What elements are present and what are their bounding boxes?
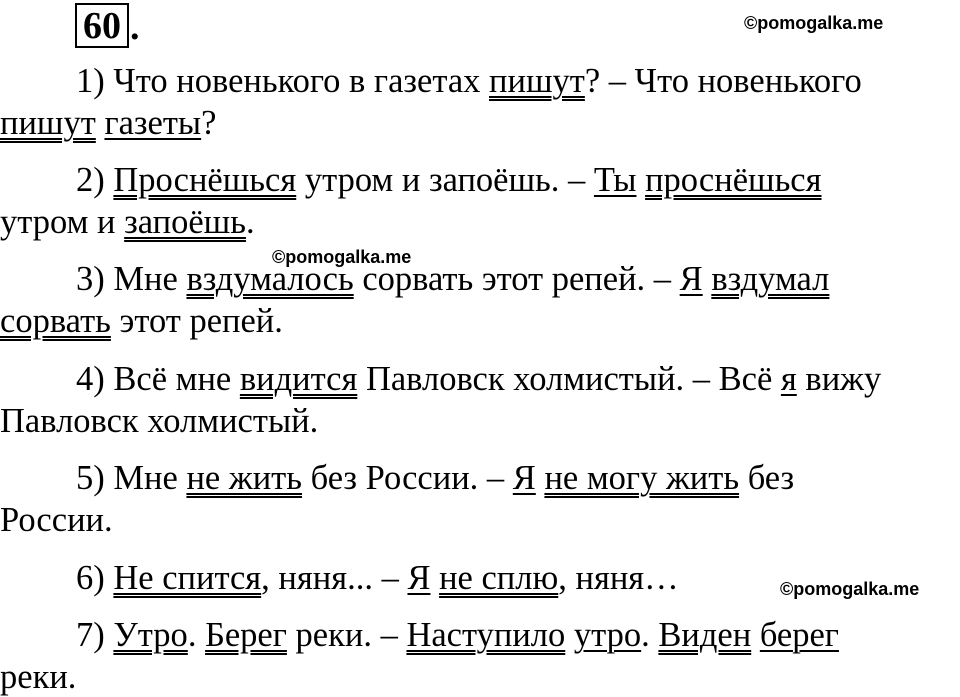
plain-text: Павловск холмистый. – Всё (357, 360, 781, 398)
plain-text (751, 616, 760, 654)
sentence-5-line-1 (76, 461, 794, 496)
plain-text: утром и запоёшь. – (296, 161, 594, 199)
plain-text: ? – Что новенького (584, 62, 862, 100)
plain-text: , няня… (558, 559, 679, 597)
watermark-bottom-right: ©pomogalka.me (780, 579, 920, 599)
plain-text: сорвать этот репей. – (353, 260, 680, 298)
sentence-7-line-1 (76, 618, 839, 653)
predicate-text: не жить (186, 459, 302, 497)
subject-text: Ты (593, 161, 637, 199)
sentence-4-line-1 (76, 362, 881, 397)
plain-text: реки. (0, 658, 77, 696)
subject-text: Я (512, 459, 536, 497)
predicate-text: пишут (0, 104, 96, 142)
sentence-2-line-2 (0, 205, 255, 240)
plain-text: России. (0, 501, 113, 539)
predicate-text: Утро (113, 616, 188, 654)
predicate-text: Не спится (113, 559, 262, 597)
plain-text: 7) (76, 616, 114, 654)
plain-text (636, 161, 645, 199)
exercise-number (75, 2, 140, 48)
sentence-2-line-1 (76, 163, 822, 198)
predicate-text: Проснёшься (113, 161, 297, 199)
predicate-text: сорвать (0, 302, 111, 340)
predicate-text: не могу жить (544, 459, 740, 497)
sentence-3-line-2 (0, 304, 283, 339)
subject-text: берег (759, 616, 839, 654)
sentence-7-line-2 (0, 660, 76, 695)
predicate-text: проснёшься (645, 161, 822, 199)
plain-text: ? (201, 104, 217, 142)
sentence-3-line-1 (76, 262, 829, 297)
sentence-4-line-2 (0, 404, 318, 439)
predicate-text: Наступило (406, 616, 566, 654)
subject-text: утро (573, 616, 642, 654)
predicate-text: не сплю (439, 559, 559, 597)
plain-text: 3) Мне (76, 260, 187, 298)
plain-text: . (641, 616, 659, 654)
plain-text: 4) Всё мне (76, 360, 240, 398)
plain-text (565, 616, 574, 654)
plain-text: вижу (796, 360, 882, 398)
predicate-text: видится (239, 360, 358, 398)
plain-text (430, 559, 439, 597)
predicate-text: пишут (489, 62, 585, 100)
plain-text: реки. – (286, 616, 407, 654)
subject-text: Я (407, 559, 431, 597)
sentence-6-line-1 (76, 561, 679, 596)
exercise-number-dot: . (130, 6, 140, 48)
plain-text: без России. – (301, 459, 513, 497)
subject-text: я (780, 360, 797, 398)
watermark-middle: ©pomogalka.me (272, 247, 412, 267)
sentence-5-line-2 (0, 503, 113, 538)
plain-text: утром и (0, 203, 125, 241)
plain-text: , няня... – (261, 559, 408, 597)
predicate-text: запоёшь (124, 203, 246, 241)
watermark-top-right: ©pomogalka.me (744, 13, 884, 33)
subject-text: газеты (104, 104, 202, 142)
plain-text: 6) (76, 559, 114, 597)
plain-text: 2) (76, 161, 114, 199)
predicate-text: вздумалось (186, 260, 354, 298)
predicate-text: вздумал (711, 260, 830, 298)
plain-text: без (739, 459, 795, 497)
plain-text: этот репей. (110, 302, 283, 340)
plain-text: . (245, 203, 255, 241)
predicate-text: Берег (205, 616, 287, 654)
plain-text: 1) Что новенького в газетах (76, 62, 490, 100)
plain-text: . (187, 616, 206, 654)
subject-text: Я (679, 260, 703, 298)
predicate-text: Виден (658, 616, 752, 654)
sentence-1-line-2 (0, 106, 216, 141)
plain-text: 5) Мне (76, 459, 187, 497)
plain-text: Павловск холмистый. (0, 402, 319, 440)
sentence-1-line-1 (76, 64, 862, 99)
exercise-number-box: 60 (75, 3, 129, 48)
